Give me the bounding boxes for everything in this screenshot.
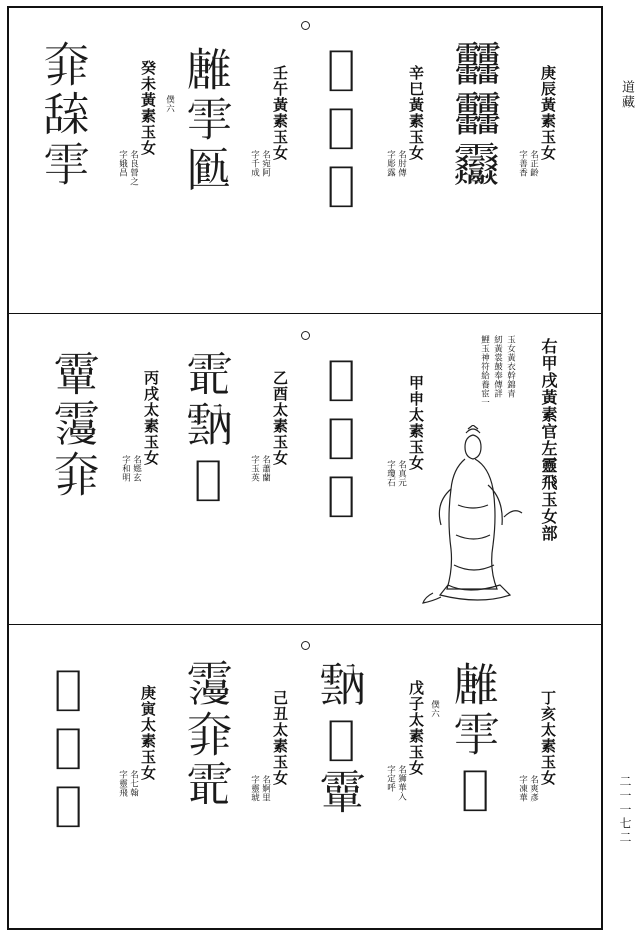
entry-name: 名良營之 <box>128 150 139 186</box>
seal-script: 𩇩𦧢𩁹 <box>38 40 92 190</box>
margin-title: 道藏 <box>619 80 634 110</box>
seal-script: 𩃠𩄲𩅦 <box>314 660 368 818</box>
entry-title: 庚辰黃素玉女 <box>539 65 557 161</box>
section-header: 右甲戌黃素官左靈飛玉女部 <box>539 338 558 542</box>
entry-title: 乙酉太素玉女 <box>271 370 289 466</box>
entry-name: 名宛阿 <box>260 150 271 177</box>
entry-name: 名正齡 <box>528 150 539 177</box>
entry-name: 名七翰 <box>128 770 139 797</box>
entry-title: 己丑太素玉女 <box>271 690 289 786</box>
seal-script: 𥪖𩁹𩃠 <box>41 660 95 834</box>
section-note: 鯉玉神符給養宦一 <box>479 335 490 407</box>
entry-style-name: 字和明 <box>120 455 131 482</box>
seal-script: 𩀛𩁹𩂀 <box>448 660 502 818</box>
seal-script: 䨻䨻𩇒 <box>448 40 502 190</box>
seal-script: 𩅦𩆓𩇩 <box>48 350 102 500</box>
entry-title: 甲申太素玉女 <box>407 375 425 471</box>
entry-style-name: 字娥昌 <box>117 150 128 177</box>
entry-name: 名蕭蘭 <box>260 455 271 482</box>
entry-title: 庚寅太素玉女 <box>139 685 157 781</box>
jade-maiden-figure <box>418 425 528 605</box>
entry-name: 名爽彥 <box>528 775 539 802</box>
seal-script: 𩂻𩃠𩄲 <box>181 350 235 508</box>
entry-name: 名真元 <box>396 460 407 487</box>
section-note: 紉黃裳皷奉傳詳 <box>492 335 503 398</box>
section-note: 玉女黃衣幹錦青 <box>505 335 516 398</box>
entry-title: 丁亥太素玉女 <box>539 690 557 786</box>
entry-name: 名肘傳 <box>396 150 407 177</box>
entry-style-name: 字瓊石 <box>385 460 396 487</box>
entry-name: 名嫕玄 <box>131 455 142 482</box>
entry-note: 僕六 <box>429 700 440 718</box>
seal-script: 𥪖𩁹𩂀 <box>314 350 368 524</box>
entry-note: 僕六 <box>164 95 175 113</box>
entry-title: 丙戌太素玉女 <box>142 370 160 466</box>
binding-hole <box>301 641 310 650</box>
seal-script: 𩀛𩁹㔲 <box>181 45 235 195</box>
entry-style-name: 字靈琥 <box>249 775 260 802</box>
entry-style-name: 字善香 <box>517 150 528 177</box>
page-number: 二一一七二 <box>618 775 632 845</box>
entry-style-name: 字凍華 <box>517 775 528 802</box>
entry-style-name: 字靈飛 <box>117 770 128 797</box>
entry-name: 名婀里 <box>260 775 271 802</box>
entry-name: 名狮華入 <box>396 765 407 801</box>
entry-style-name: 字千成 <box>249 150 260 177</box>
entry-style-name: 字玉英 <box>249 455 260 482</box>
entry-title: 壬午黃素玉女 <box>271 65 289 161</box>
entry-title: 戊子太素玉女 <box>407 680 425 776</box>
seal-script: 𥪖𩁹𩁹 <box>314 40 368 214</box>
entry-title: 辛巳黃素玉女 <box>407 65 425 161</box>
entry-style-name: 字彫露 <box>385 150 396 177</box>
panel-divider <box>7 624 603 625</box>
entry-title: 癸未黃素玉女 <box>139 60 157 156</box>
seal-script: 𩆓𩇩𩂻 <box>181 660 235 810</box>
binding-hole <box>301 21 310 30</box>
binding-hole <box>301 331 310 340</box>
entry-style-name: 字定呼 <box>385 765 396 792</box>
panel-divider <box>7 313 603 314</box>
